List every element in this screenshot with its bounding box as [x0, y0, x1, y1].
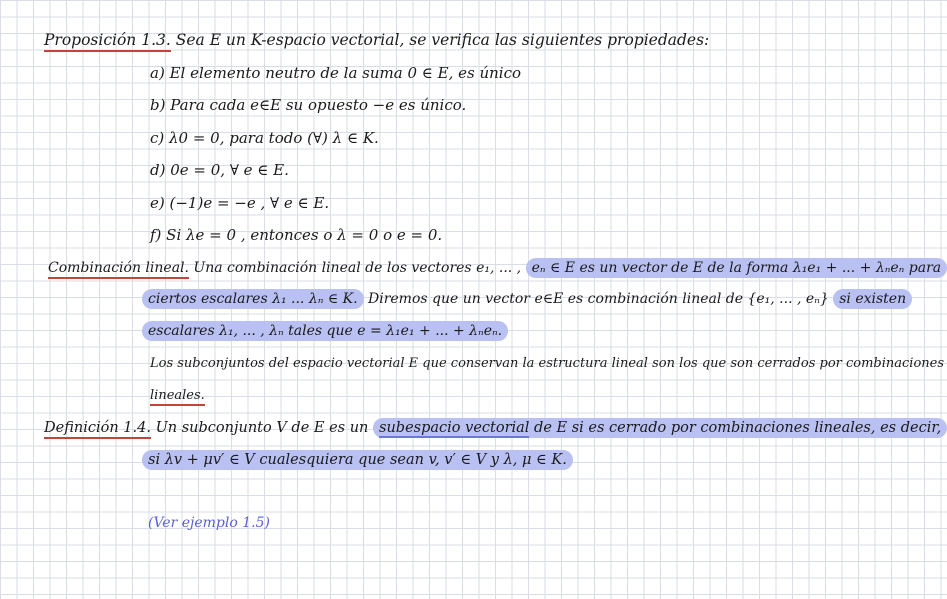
- definition-highlight-1: [373, 418, 947, 438]
- property-e: e) (−1)e = −e , ∀ e ∈ E.: [150, 194, 330, 212]
- definition-highlight-1-text: de E si es cerrado por combinaciones lineales, es decir,: [534, 420, 942, 436]
- combination-text-1: Una combinación lineal de los vectores e₁, ... ,: [193, 260, 522, 276]
- property-b: b) Para cada e∈E su opuesto −e es único.: [150, 96, 467, 114]
- proposition-header: [44, 30, 709, 50]
- combination-highlight-3: si existen: [833, 289, 912, 309]
- combination-highlight-4: escalares λ₁, ... , λₙ tales que e = λ₁e₁ + ... + λₙeₙ.: [142, 321, 508, 341]
- combination-line-4: Los subconjuntos del espacio vectorial E que conservan la estructura lineal son los que son cerrados por combinaciones: [150, 356, 945, 371]
- proposition-intro: Sea E un K-espacio vectorial, se verifica las siguientes propiedades:: [175, 31, 710, 49]
- definition-text-1: Un subconjunto V de E es un: [155, 420, 369, 436]
- combination-highlight-2: ciertos escalares λ₁ ... λₙ ∈ K.: [142, 289, 364, 309]
- combination-highlight-1: eₙ ∈ E es un vector de E de la forma λ₁e₁ + ... + λₙeₙ para: [526, 258, 947, 278]
- proposition-label: Proposición 1.3.: [44, 31, 171, 52]
- definition-term: subespacio vectorial: [379, 420, 530, 436]
- combination-line-3: [142, 321, 508, 341]
- property-a: a) El elemento neutro de la suma 0 ∈ E, es único: [150, 64, 522, 82]
- combination-label: Combinación lineal.: [48, 260, 189, 279]
- definition-line-2: [142, 450, 573, 470]
- property-f: f) Si λe = 0 , entonces o λ = 0 o e = 0.: [150, 226, 443, 244]
- definition-highlight-2: si λv + μv′ ∈ V cualesquiera que sean v, v′ ∈ V y λ, μ ∈ K.: [142, 450, 573, 470]
- property-c: c) λ0 = 0, para todo (∀) λ ∈ K.: [150, 129, 379, 147]
- combination-line-5: [150, 386, 205, 406]
- combination-text-2: Diremos que un vector e∈E es combinación lineal de {e₁, ... , eₙ}: [368, 291, 829, 307]
- combination-line-2: [142, 289, 912, 309]
- definition-label: Definición 1.4.: [44, 420, 151, 439]
- example-reference: (Ver ejemplo 1.5): [148, 515, 270, 531]
- combination-line-1: [48, 258, 947, 278]
- definition-line-1: [44, 418, 947, 438]
- property-d: d) 0e = 0, ∀ e ∈ E.: [150, 161, 289, 179]
- combination-text-5: lineales.: [150, 388, 205, 406]
